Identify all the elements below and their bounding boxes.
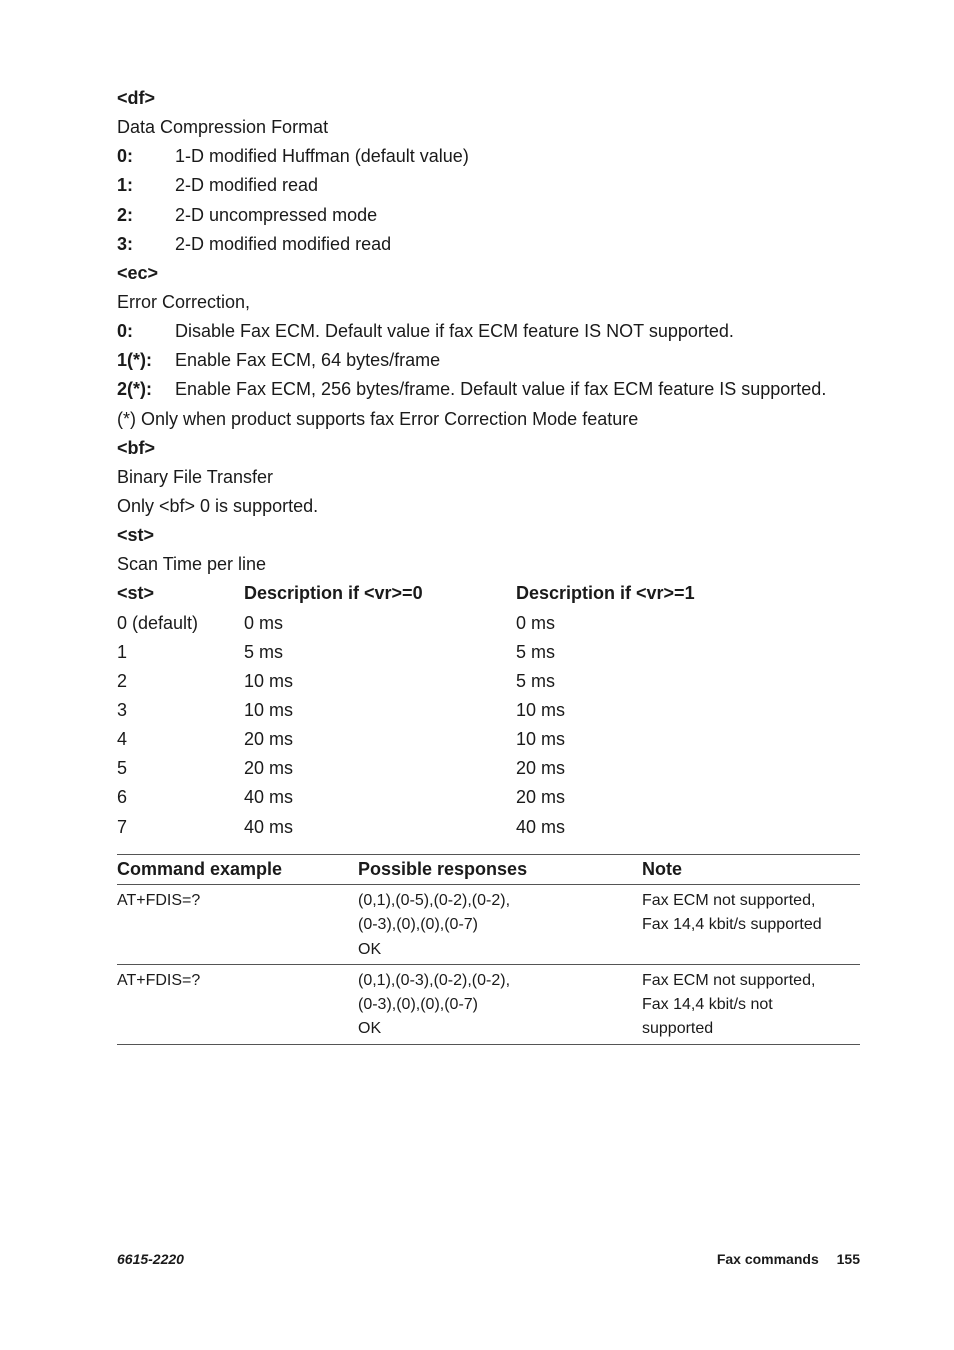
table-row (117, 965, 860, 1045)
ec-option: 2(*): Enable Fax ECM, 256 bytes/frame. Default value if fax ECM feature IS supported. (117, 379, 827, 400)
command-cell: AT+FDIS=? (117, 971, 201, 989)
st-tag: <st> (117, 525, 155, 546)
section-name: Fax commands (716, 1251, 819, 1267)
responses-cell: (0,1),(0-3),(0-2),(0-2), (0-3),(0),(0),(0-7) OK (358, 971, 511, 1038)
df-tag: <df> (117, 88, 156, 108)
table-row: 0 (default) 0 ms 0 ms (117, 612, 556, 633)
note-cell: Fax ECM not supported, Fax 14,4 kbit/s not supported (642, 971, 816, 1038)
note-cell: Fax ECM not supported, Fax 14,4 kbit/s supported (642, 892, 822, 934)
table-row: 6 40 ms 20 ms (117, 787, 566, 808)
ec-tag: <ec> (117, 262, 159, 283)
st-title: Scan Time per line (117, 554, 267, 575)
ec-note: (*) Only when product supports fax Error Correction Mode feature (117, 408, 639, 429)
document-body (117, 84, 860, 842)
df-option: 0: 1-D modified Huffman (default value) (117, 146, 469, 167)
bf-title: Binary File Transfer (117, 466, 274, 487)
scan-time-header: <st> Description if <vr>=0 Description if <vr>=1 (117, 583, 695, 604)
command-example-table (117, 854, 860, 1045)
df-option: 3: 2-D modified modified read (117, 233, 392, 254)
bf-note: Only <bf> 0 is supported. (117, 495, 319, 516)
df-option: 1: 2-D modified read (117, 175, 319, 196)
bf-tag: <bf> (117, 437, 156, 458)
command-example-header: Command example Possible responses Note (117, 855, 860, 885)
responses-cell: (0,1),(0-5),(0-2),(0-2), (0-3),(0),(0),(0-7) OK (358, 892, 511, 958)
footer-right (703, 1251, 860, 1267)
df-title: Data Compression Format (117, 117, 329, 138)
table-row: 1 5 ms 5 ms (117, 641, 556, 662)
command-cell: AT+FDIS=? (117, 892, 201, 909)
table-row: 5 20 ms 20 ms (117, 758, 566, 779)
table-row: 3 10 ms 10 ms (117, 699, 566, 720)
ec-title: Error Correction, (117, 291, 251, 312)
df-option: 2: 2-D uncompressed mode (117, 204, 378, 225)
document-id: 6615-2220 (117, 1251, 184, 1267)
ec-option: 1(*): Enable Fax ECM, 64 bytes/frame (117, 350, 441, 371)
table-row: 2 10 ms 5 ms (117, 670, 556, 691)
table-row: 7 40 ms 40 ms (117, 816, 566, 837)
ec-option: 0: Disable Fax ECM. Default value if fax ECM feature IS NOT supported. (117, 321, 734, 342)
table-row: 4 20 ms 10 ms (117, 729, 566, 750)
table-row (117, 885, 860, 965)
scan-time-table (117, 579, 860, 841)
page-footer (117, 1251, 860, 1267)
page-number: 155 (836, 1251, 860, 1267)
